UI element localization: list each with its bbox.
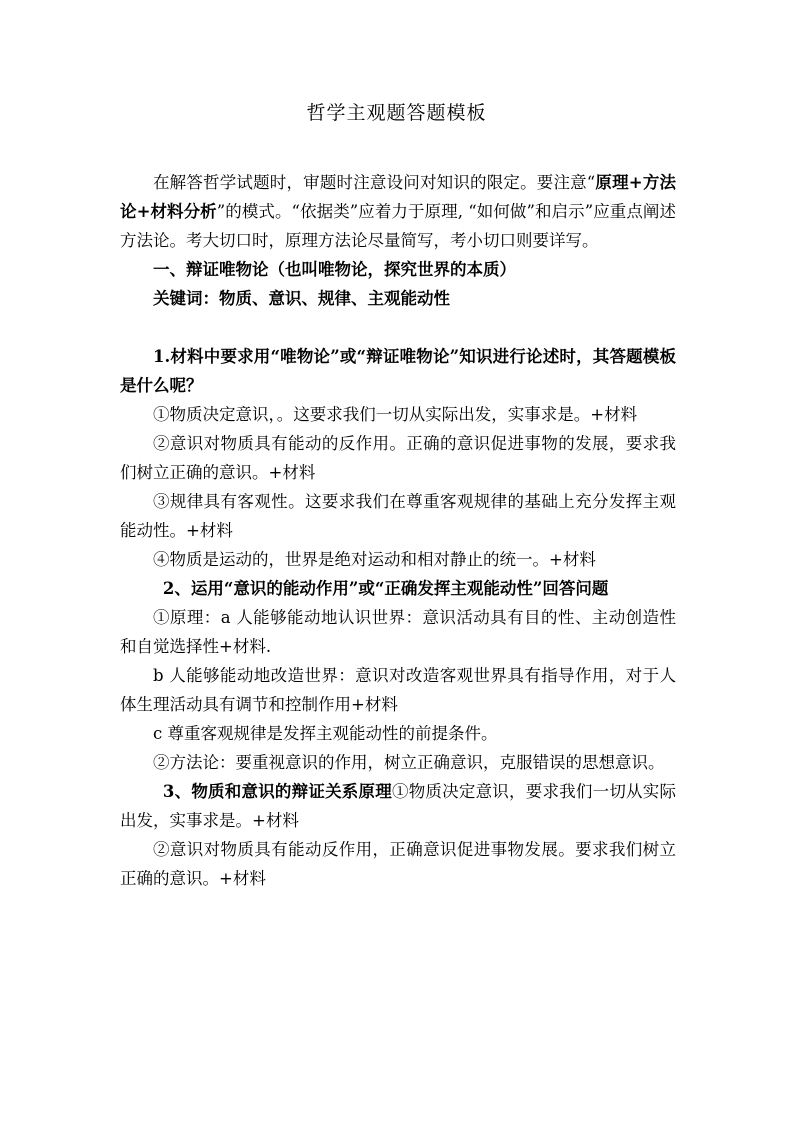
- document-title: 哲学主观题答题模板: [306, 102, 487, 124]
- q3-heading: 3、物质和意识的辩证关系原理: [162, 782, 392, 801]
- q3-item-1: ②意识对物质具有能动反作用，正确意识促进事物发展。要求我们树立正确的意识。+材料: [120, 840, 676, 888]
- q2-heading: 2、运用“意识的能动作用”或“正确发挥主观能动性”回答问题: [162, 579, 609, 598]
- section1-heading: 一、辩证唯物论（也叫唯物论，探究世界的本质）: [153, 260, 516, 279]
- q1-item-4: ④物质是运动的，世界是绝对运动和相对静止的统一。+材料: [153, 550, 596, 569]
- q2-item-1: ①原理：a 人能够能动地认识世界：意识活动具有目的性、主动创造性和自觉选择性+材料.: [120, 608, 676, 656]
- document-body: [120, 168, 676, 893]
- q1-item-1: ①物质决定意识，。这要求我们一切从实际出发，实事求是。+材料: [153, 405, 638, 424]
- blank-line: [120, 313, 676, 342]
- intro-text-2: ”的模式。“依据类”应着力于原理, “如何做”和启示”应重点阐述方法论。考大切口时，原理方法论尽量简写，考小切口则要详写。: [120, 202, 677, 250]
- q3-paragraph: [120, 777, 676, 835]
- section1-keywords: 关键词：物质、意识、规律、主观能动性: [153, 289, 450, 308]
- q1-heading: 1.材料中要求用“唯物论”或“辩证唯物论”知识进行论述时，其答题模板是什么呢？: [120, 347, 676, 395]
- q1-item-3: ③规律具有客观性。这要求我们在尊重客观规律的基础上充分发挥主观能动性。+材料: [120, 492, 676, 540]
- q2-item-3: c 尊重客观规律是发挥主观能动性的前提条件。: [153, 724, 498, 743]
- q1-item-2: ②意识对物质具有能动的反作用。正确的意识促进事物的发展，要求我们树立正确的意识。+材料: [120, 434, 676, 482]
- q2-item-4: ②方法论：要重视意识的作用，树立正确意识，克服错误的思想意识。: [153, 753, 665, 772]
- q3-lead: ①物质决定意识，要求我们一切从实际出发，实事求是。+材料: [120, 782, 677, 830]
- intro-paragraph: [120, 168, 676, 255]
- intro-text-1: 在解答哲学试题时，审题时注意设问对知识的限定。要注意“: [153, 173, 596, 192]
- q2-item-2: b 人能够能动地改造世界：意识对改造客观世界具有指导作用，对于人体生理活动具有调节和控制作用+材料: [120, 666, 676, 714]
- intro-emphasis: 原理+方法论+材料分析: [120, 173, 677, 221]
